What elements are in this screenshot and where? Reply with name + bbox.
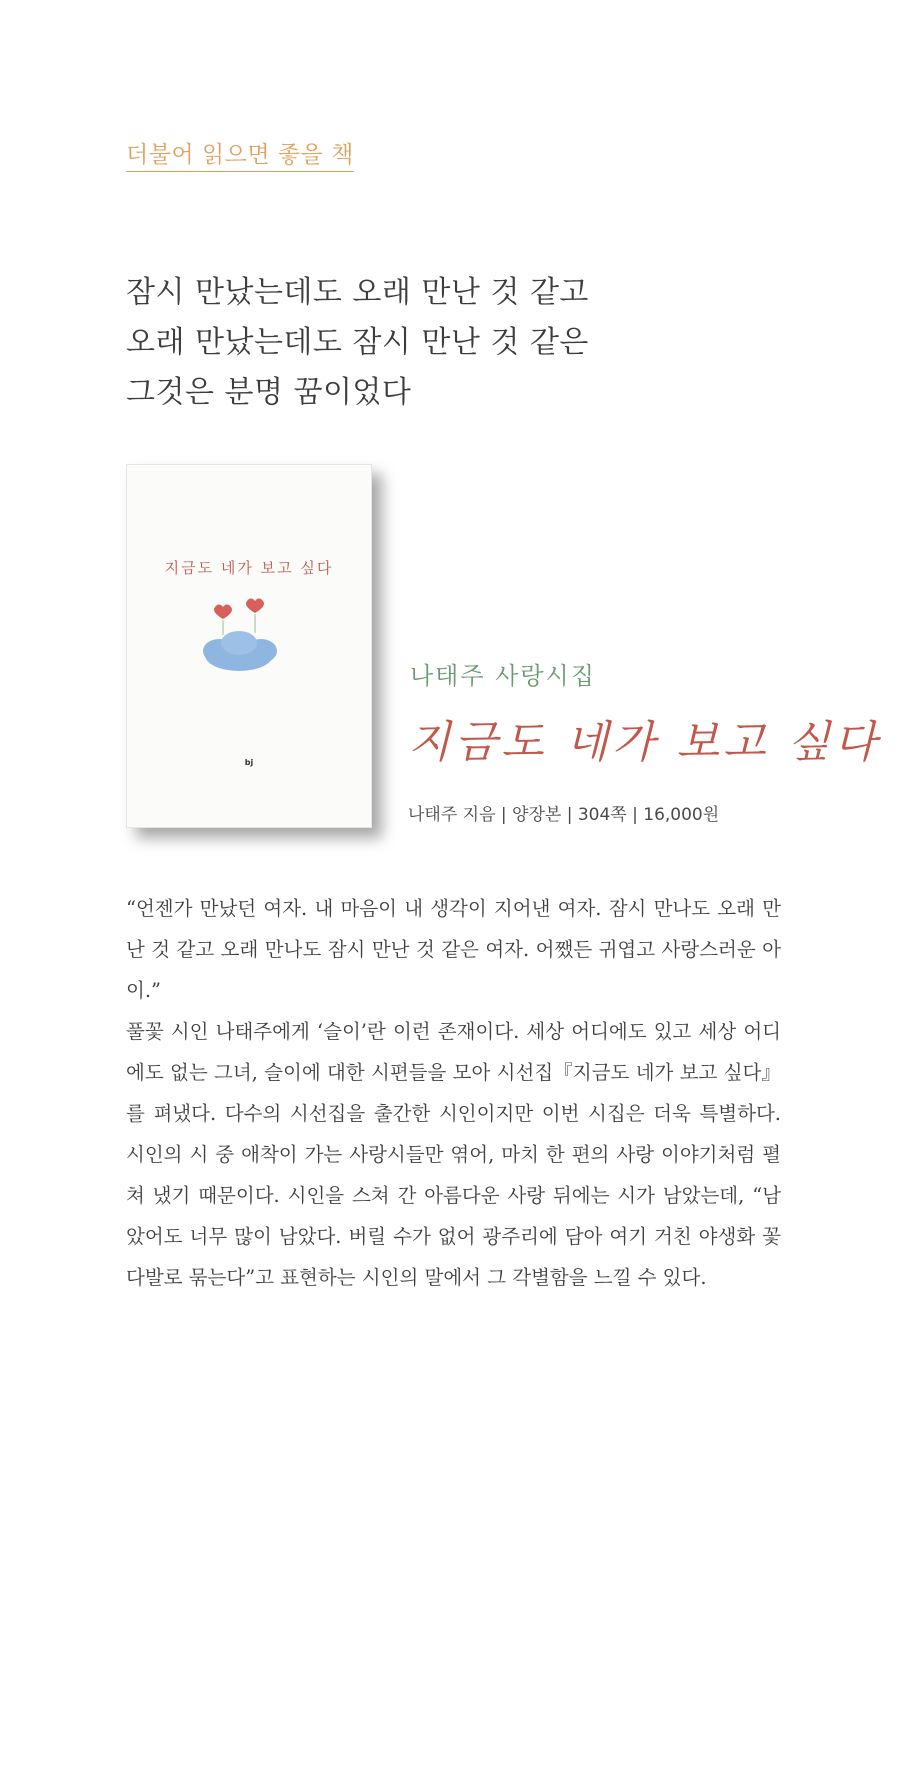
description-paragraph: 풀꽃 시인 나태주에게 ‘슬이’란 이런 존재이다. 세상 어디에도 있고 세상 어디에도 없는 그녀, 슬이에 대한 시편들을 모아 시선집『지금도 네가 보고 싶다』를 펴냈다. 다수의 시선집을 출간한 시인이지만 이번 시집은 더욱 특별하다. 시인의 시 중 애착이 가는 사랑시들만 엮어, 마치 한 편의 사랑 이야기처럼 펼쳐 냈기 때문이다. 시인을 스쳐 간 아름다운 사랑 뒤에는 시가 남았는데, “남았어도 너무 많이 남았다. 버릴 수가 없어 광주리에 담아 여기 거친 야생화 꽃다발로 묶는다”고 표현하는 시인의 말에서 그 각별함을 느낄 수 있다. [126, 1020, 781, 1289]
cover-title: 지금도 네가 보고 싶다 [164, 559, 334, 577]
book-cover-art [127, 465, 371, 827]
book-title: 지금도 네가 보고 싶다 [408, 717, 881, 768]
publisher-logo: bj [244, 758, 254, 767]
headline-line-3: 그것은 분명 꿈이었다 [126, 375, 412, 410]
body-text [126, 888, 781, 1298]
quote-paragraph: “언젠가 만났던 여자. 내 마음이 내 생각이 지어낸 여자. 잠시 만나도 오래 만난 것 같고 오래 만나도 잠시 만난 것 같은 여자. 어쨌든 귀엽고 사랑스러운 아이.” [126, 897, 781, 1002]
headline-line-1: 잠시 만났는데도 오래 만난 것 같고 [126, 275, 589, 310]
book-meta: 나태주 지음 | 양장본 | 304쪽 | 16,000원 [408, 805, 720, 825]
headline [126, 268, 589, 418]
section-title: 더불어 읽으면 좋을 책 [126, 136, 354, 172]
book-series: 나태주 사랑시집 [410, 662, 596, 690]
headline-line-2: 오래 만났는데도 잠시 만난 것 같은 [126, 325, 589, 360]
book-cover [126, 464, 372, 828]
